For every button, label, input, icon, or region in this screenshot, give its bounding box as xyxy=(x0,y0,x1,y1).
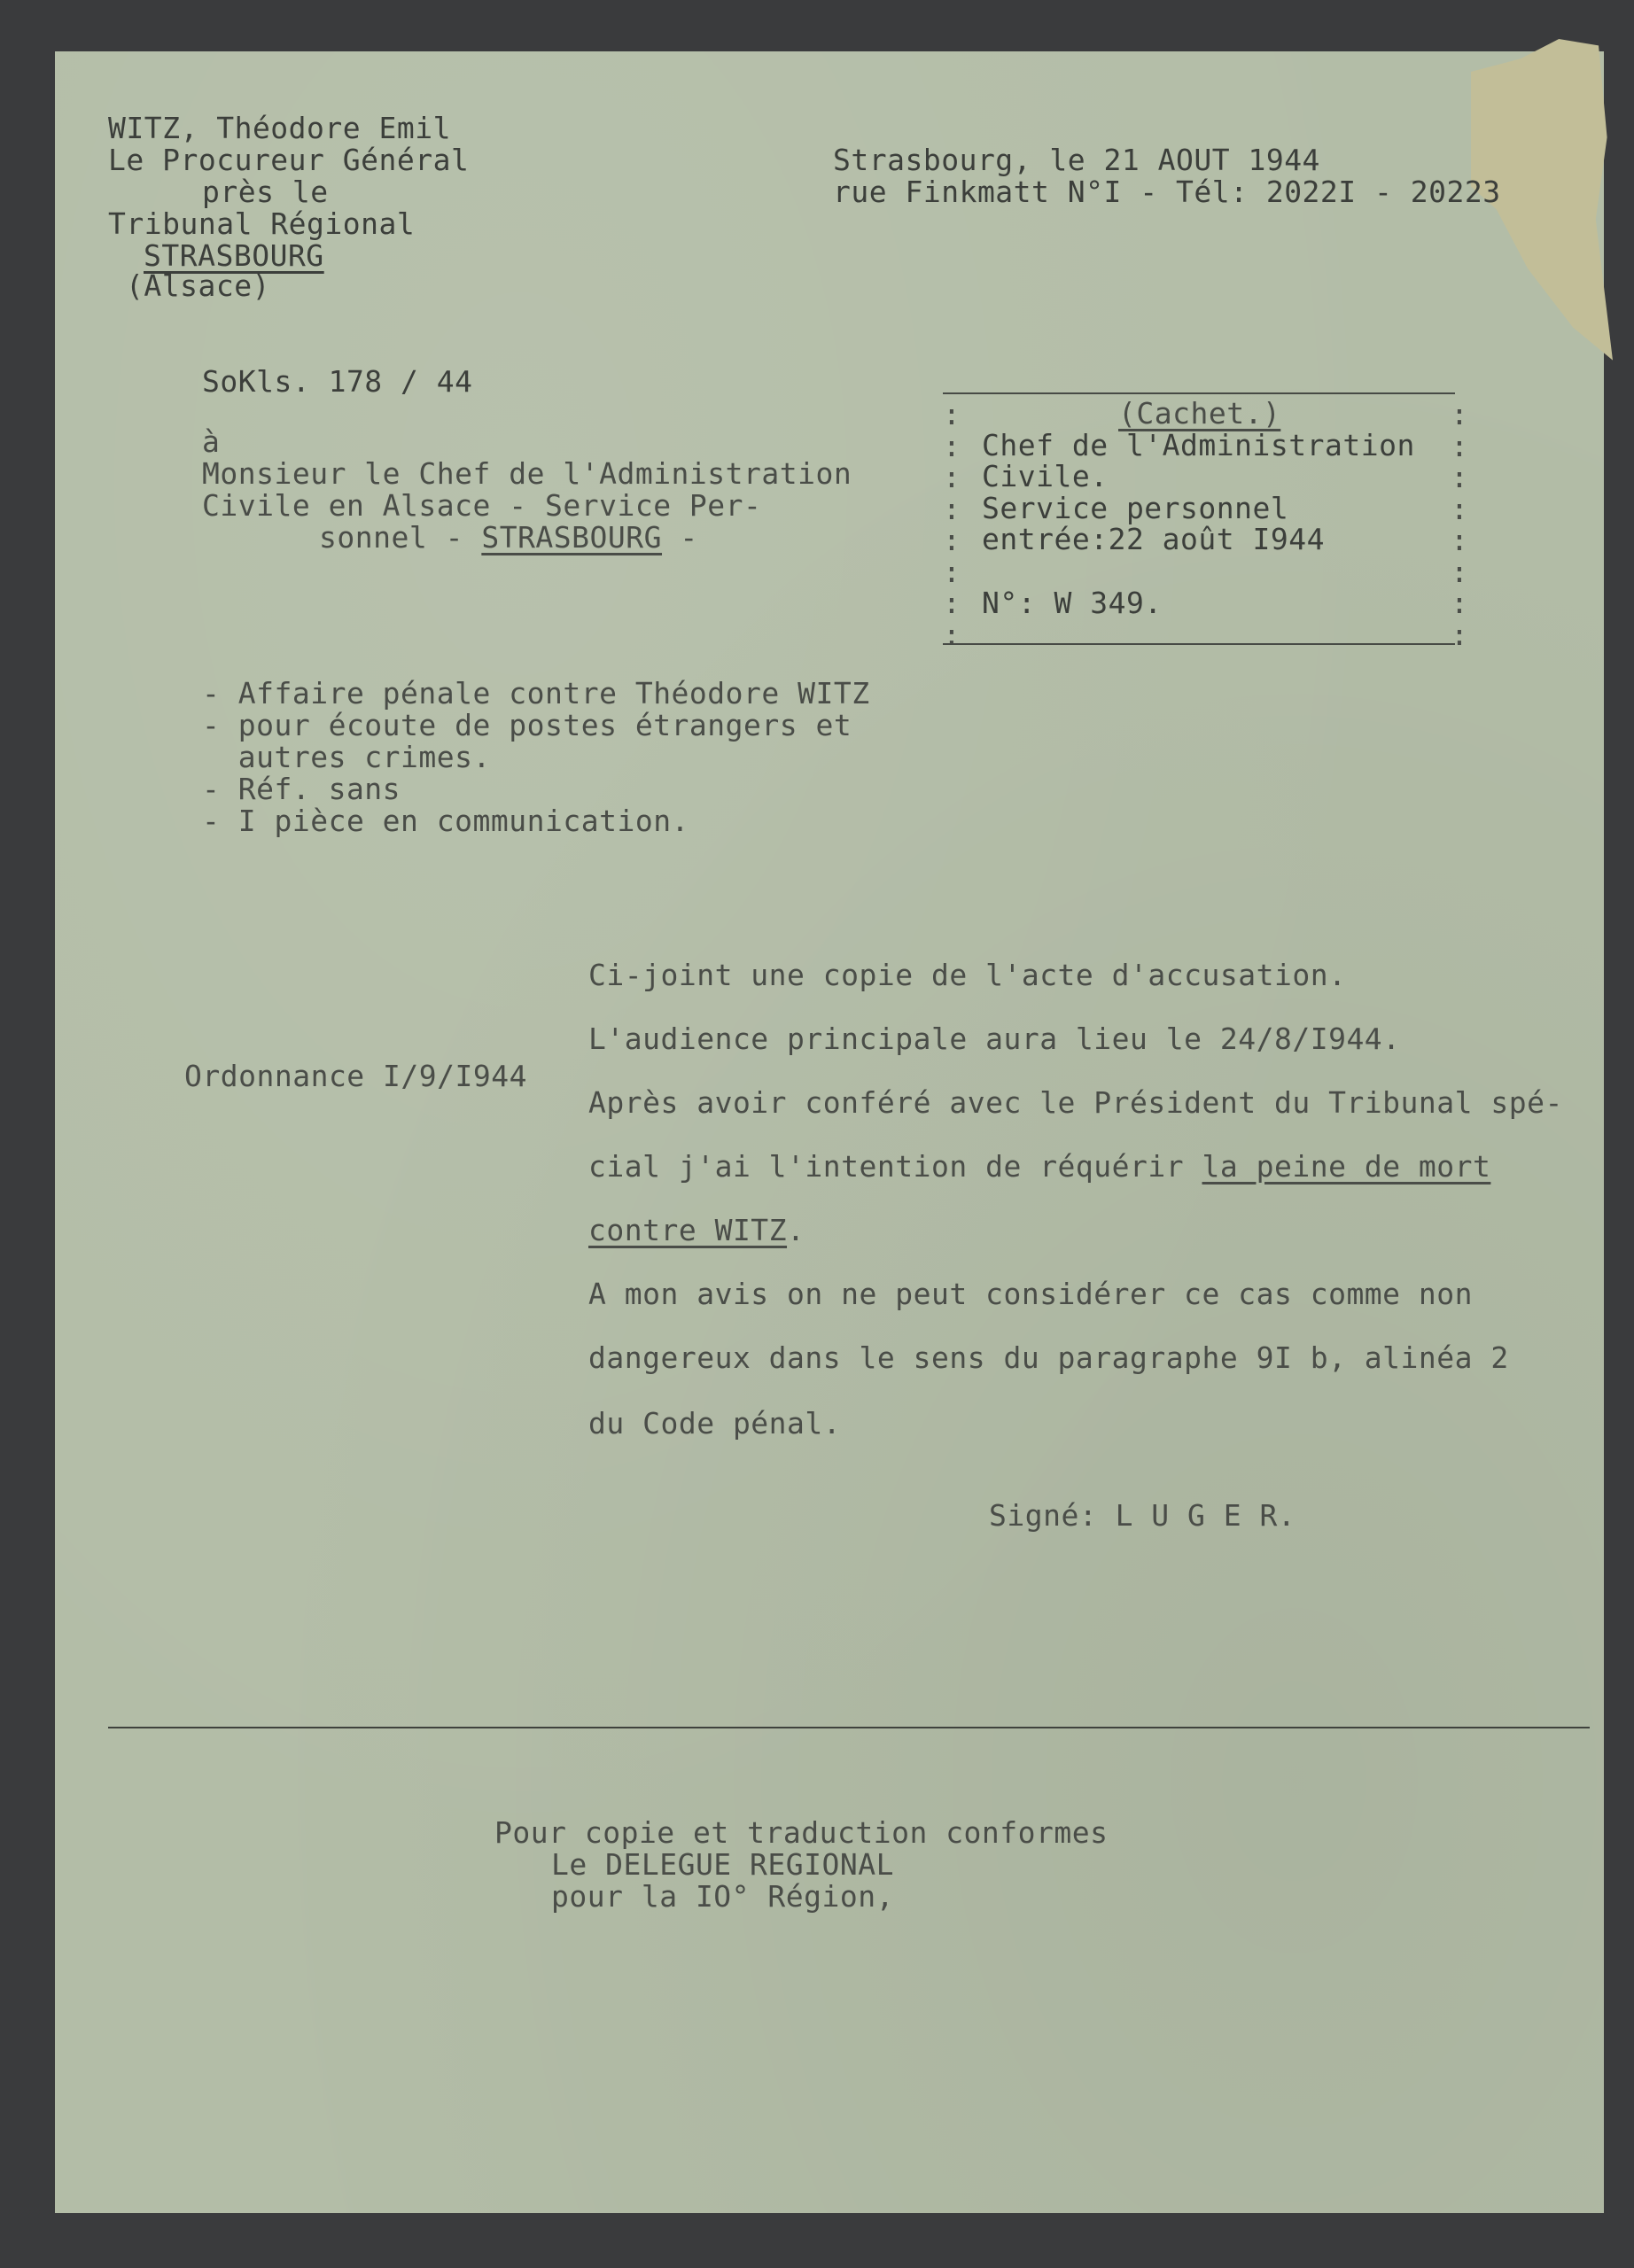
recipient-prefix: à xyxy=(202,424,221,459)
place-date: Strasbourg, le 21 AOUT 1944 xyxy=(833,143,1320,177)
stamp-line5: N°: W 349. xyxy=(982,586,1163,620)
subject-line-1: - Affaire pénale contre Théodore WITZ xyxy=(202,676,870,711)
body-line-6: A mon avis on ne peut considérer ce cas comme non xyxy=(588,1277,1474,1311)
footer-line-2: Le DELEGUE REGIONAL xyxy=(551,1847,894,1882)
header-name: WITZ, Théodore Emil xyxy=(108,111,451,145)
footer-line-1: Pour copie et traduction conformes xyxy=(494,1815,1109,1850)
stamp-border-bottom xyxy=(943,643,1455,645)
subject-line-5: - I pièce en communication. xyxy=(202,804,689,838)
body-line-8: du Code pénal. xyxy=(588,1406,842,1441)
body-line-5 xyxy=(588,1213,805,1247)
subject-line-3: autres crimes. xyxy=(202,740,491,774)
stamp-right-colons: : : : : : : : : xyxy=(1451,397,1469,652)
stamp-line4: entrée:22 août I944 xyxy=(982,522,1325,556)
death-penalty-phrase: la peine de mort xyxy=(1202,1149,1491,1184)
horizontal-rule xyxy=(108,1727,1590,1728)
stamp-line1: Chef de l'Administration xyxy=(982,428,1415,462)
body-line-2: L'audience principale aura lieu le 24/8/I944. xyxy=(588,1021,1401,1056)
reference-number: SoKls. 178 / 44 xyxy=(202,364,473,399)
stamp-line2: Civile. xyxy=(982,459,1109,493)
against-witz: contre WITZ xyxy=(588,1213,788,1247)
recipient-city: STRASBOURG xyxy=(481,520,663,555)
stamp-left-colons: : : : : : : : : xyxy=(943,397,961,652)
address: rue Finkmatt N°I - Tél: 2022I - 20223 xyxy=(833,175,1501,209)
stamp-title: (Cachet.) xyxy=(1118,396,1281,431)
header-tribunal: Tribunal Régional xyxy=(108,206,416,241)
recipient-line2: Civile en Alsace - Service Per- xyxy=(202,488,762,523)
header-region: (Alsace) xyxy=(126,268,270,303)
ordonnance-note: Ordonnance I/9/I944 xyxy=(184,1059,527,1093)
header-pres: près le xyxy=(202,175,329,209)
body-line-7: dangereux dans le sens du paragraphe 9I b, alinéa 2 xyxy=(588,1340,1509,1375)
footer-line-3: pour la IO° Région, xyxy=(551,1879,894,1914)
recipient-line3-start: sonnel - xyxy=(319,520,463,555)
body-line-3: Après avoir conféré avec le Président du Tribunal spé- xyxy=(588,1085,1563,1120)
stamp-border-top xyxy=(943,392,1455,394)
recipient-line1: Monsieur le Chef de l'Administration xyxy=(202,456,852,491)
body-line-4 xyxy=(588,1149,1491,1184)
body-line-1: Ci-joint une copie de l'acte d'accusation. xyxy=(588,958,1347,992)
recipient-line3-end: - xyxy=(680,520,698,555)
recipient-line3 xyxy=(319,520,698,555)
signature: Signé: L U G E R. xyxy=(989,1498,1296,1533)
subject-line-2: - pour écoute de postes étrangers et xyxy=(202,708,852,742)
subject-line-4: - Réf. sans xyxy=(202,772,401,806)
stamp-line3: Service personnel xyxy=(982,491,1289,525)
body-line-5-end: . xyxy=(787,1213,805,1247)
header-city: STRASBOURG xyxy=(144,238,324,273)
body-line-4-start: cial j'ai l'intention de réquérir xyxy=(588,1149,1185,1184)
header-office: Le Procureur Général xyxy=(108,143,470,177)
